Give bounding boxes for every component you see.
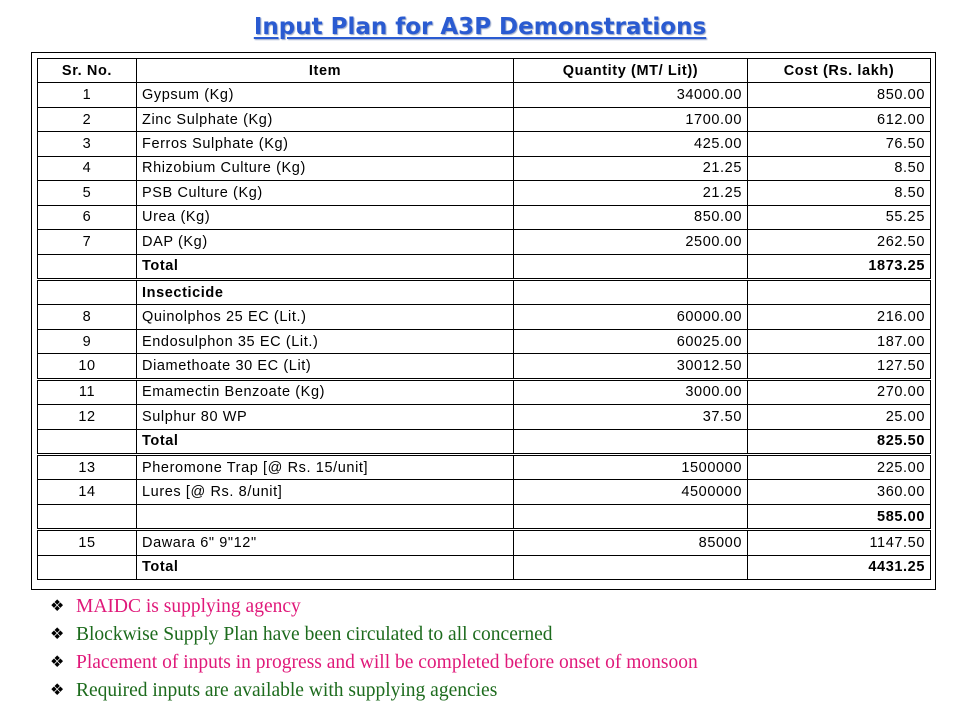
table-row [38,132,931,156]
quantity-cell: 30012.50 [514,354,748,378]
diamond-cluster-icon: ❖ [50,596,65,615]
quantity-cell: 60025.00 [514,329,748,353]
cost-cell: 1873.25 [748,254,931,278]
quantity-cell: 2500.00 [514,230,748,254]
item-cell [137,504,514,528]
cost-cell: 127.50 [748,354,931,378]
diamond-cluster-icon: ❖ [50,652,65,671]
table-row [38,305,931,329]
input-plan-table [37,58,931,580]
item-cell: Emamectin Benzoate (Kg) [137,380,514,404]
cost-cell: 8.50 [748,156,931,180]
subtotal-row [38,254,931,278]
item-cell: PSB Culture (Kg) [137,181,514,205]
header-cost: Cost (Rs. lakh) [748,59,931,83]
sr-cell: 3 [38,132,137,156]
cost-cell: 1147.50 [748,531,931,555]
table-header-row [38,59,931,83]
table-row [38,354,931,378]
sr-cell: 14 [38,480,137,504]
item-cell: Total [137,254,514,278]
sr-cell [38,555,137,579]
sr-cell: 4 [38,156,137,180]
sr-cell: 10 [38,354,137,378]
item-cell: Dawara 6" 9"12" [137,531,514,555]
item-cell: Total [137,429,514,453]
sr-cell: 1 [38,83,137,107]
table-row [38,480,931,504]
item-cell: Zinc Sulphate (Kg) [137,107,514,131]
cost-cell: 76.50 [748,132,931,156]
cost-cell: 216.00 [748,305,931,329]
cost-cell: 55.25 [748,205,931,229]
sr-cell [38,429,137,453]
table-row [38,405,931,429]
quantity-cell: 3000.00 [514,380,748,404]
table-row [38,531,931,555]
table-row [38,205,931,229]
cost-cell: 262.50 [748,230,931,254]
table-row [38,329,931,353]
item-cell: Gypsum (Kg) [137,83,514,107]
section-heading-row [38,280,931,304]
item-cell: DAP (Kg) [137,230,514,254]
cost-cell: 850.00 [748,83,931,107]
note-text: MAIDC is supplying agency [76,596,301,617]
item-cell: Diamethoate 30 EC (Lit) [137,354,514,378]
item-cell: Pheromone Trap [@ Rs. 15/unit] [137,456,514,480]
spreadsheet [31,52,936,590]
quantity-cell [514,504,748,528]
quantity-cell [514,280,748,304]
quantity-cell: 1700.00 [514,107,748,131]
cost-cell: 225.00 [748,456,931,480]
sr-cell [38,280,137,304]
sr-cell: 15 [38,531,137,555]
quantity-cell: 21.25 [514,156,748,180]
cost-cell: 585.00 [748,504,931,528]
quantity-cell [514,555,748,579]
quantity-cell [514,254,748,278]
header-item: Item [137,59,514,83]
grand-total-row [38,555,931,579]
item-cell: Total [137,555,514,579]
sr-cell: 7 [38,230,137,254]
sr-cell: 11 [38,380,137,404]
cost-cell: 360.00 [748,480,931,504]
notes-list [50,592,950,704]
note-item [50,620,950,648]
cost-cell: 612.00 [748,107,931,131]
sr-cell: 13 [38,456,137,480]
cost-cell: 825.50 [748,429,931,453]
note-text: Blockwise Supply Plan have been circulated to all concerned [76,624,553,645]
cost-cell: 25.00 [748,405,931,429]
quantity-cell: 1500000 [514,456,748,480]
note-text: Placement of inputs in progress and will be completed before onset of monsoon [76,652,698,673]
cost-cell: 270.00 [748,380,931,404]
table-row [38,456,931,480]
quantity-cell: 60000.00 [514,305,748,329]
item-cell: Sulphur 80 WP [137,405,514,429]
diamond-cluster-icon: ❖ [50,624,65,643]
table-row [38,380,931,404]
quantity-cell: 850.00 [514,205,748,229]
item-cell: Ferros Sulphate (Kg) [137,132,514,156]
sr-cell: 5 [38,181,137,205]
quantity-cell: 4500000 [514,480,748,504]
page-title: Input Plan for A3P Demonstrations [253,14,707,40]
note-text: Required inputs are available with supplying agencies [76,680,498,701]
cost-cell [748,280,931,304]
quantity-cell: 34000.00 [514,83,748,107]
table-row [38,230,931,254]
cost-cell: 4431.25 [748,555,931,579]
cost-cell: 187.00 [748,329,931,353]
note-item [50,592,950,620]
table-row [38,181,931,205]
quantity-cell: 37.50 [514,405,748,429]
sr-cell: 12 [38,405,137,429]
item-cell: Insecticide [137,280,514,304]
item-cell: Lures [@ Rs. 8/unit] [137,480,514,504]
sr-cell: 6 [38,205,137,229]
subtotal-row [38,429,931,453]
table-row [38,156,931,180]
item-cell: Urea (Kg) [137,205,514,229]
table-row [38,83,931,107]
sr-cell: 8 [38,305,137,329]
note-item [50,676,950,704]
diamond-cluster-icon: ❖ [50,680,65,699]
item-cell: Quinolphos 25 EC (Lit.) [137,305,514,329]
sr-cell: 2 [38,107,137,131]
item-cell: Endosulphon 35 EC (Lit.) [137,329,514,353]
quantity-cell: 425.00 [514,132,748,156]
quantity-cell [514,429,748,453]
header-sr-no: Sr. No. [38,59,137,83]
header-quantity: Quantity (MT/ Lit)) [514,59,748,83]
subtotal-row [38,504,931,528]
note-item [50,648,950,676]
table-row [38,107,931,131]
quantity-cell: 85000 [514,531,748,555]
sr-cell: 9 [38,329,137,353]
sr-cell [38,254,137,278]
quantity-cell: 21.25 [514,181,748,205]
cost-cell: 8.50 [748,181,931,205]
item-cell: Rhizobium Culture (Kg) [137,156,514,180]
sr-cell [38,504,137,528]
